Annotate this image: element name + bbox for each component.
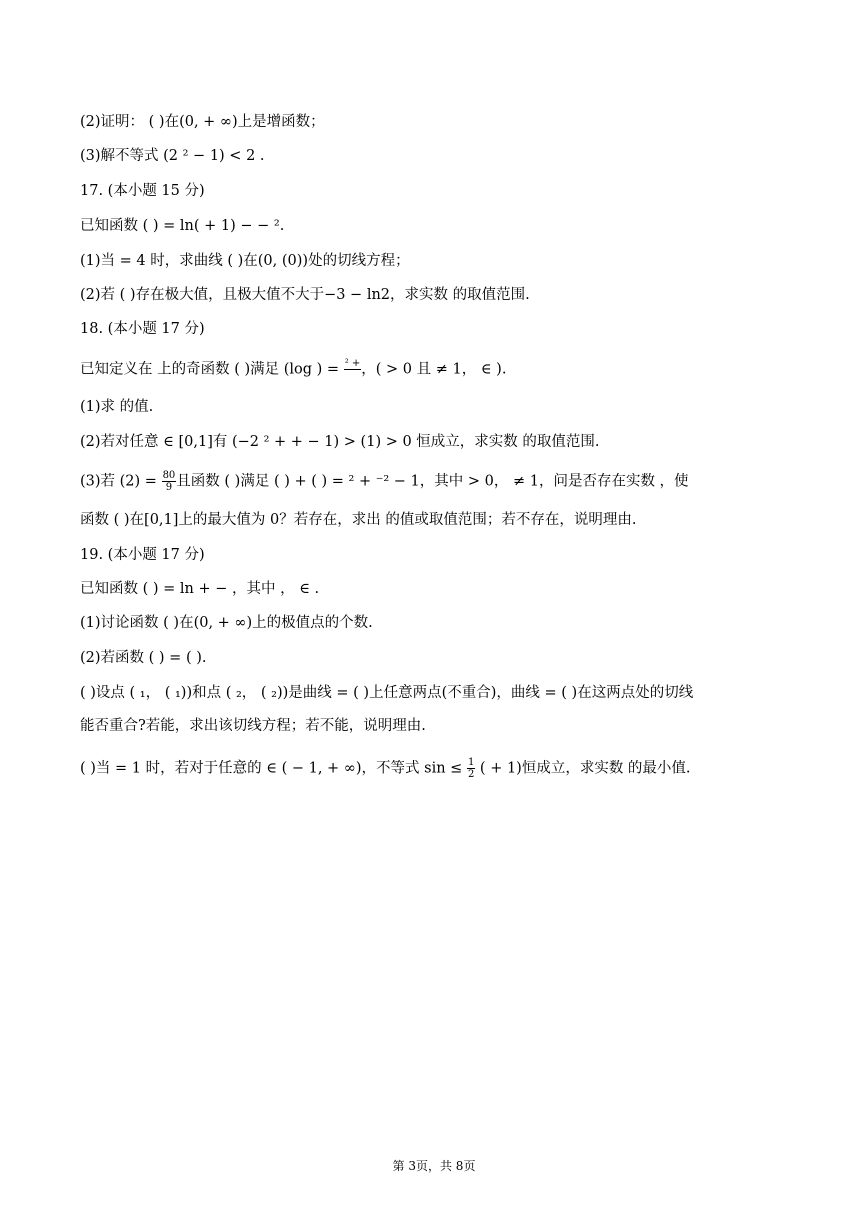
q18-stem-tail: ，( > 0 且 ≠ 1， ∈ ). — [361, 361, 507, 378]
q17-part2: (2)若 ( )存在极大值，且极大值不大于−3 − ln2，求实数 的取值范围. — [80, 287, 530, 303]
q19-part2-i-cont: 能否重合?若能，求出该切线方程；若不能，说明理由. — [80, 718, 426, 734]
q19-part1: (1)讨论函数 ( )在(0, + ∞)上的极值点的个数. — [80, 615, 373, 631]
q17-heading: 17. (本小题 15 分) — [80, 183, 205, 199]
q18-fraction-numerator: ² + — [344, 358, 361, 369]
q18-part3-text: (3)若 (2) = — [80, 473, 162, 490]
q18-stem-text: 已知定义在 上的奇函数 ( )满足 (log ) = — [80, 361, 344, 378]
q18-heading: 18. (本小题 17 分) — [80, 321, 205, 337]
q18-part3-denominator: 9 — [165, 482, 173, 493]
q19-part2-ii-tail: ( + 1)恒成立，求实数 的最小值. — [475, 760, 691, 777]
q19-part2: (2)若函数 ( ) = ( ). — [80, 650, 207, 666]
q18-stem — [80, 358, 506, 381]
q19-heading: 19. (本小题 17 分) — [80, 547, 205, 563]
q19-part2-ii-text: ( )当 = 1 时，若对于任意的 ∈ ( − 1, + ∞)，不等式 sin ≤ — [80, 760, 467, 777]
q16-part2: (2)证明： ( )在(0, + ∞)上是增函数； — [80, 114, 325, 130]
q18-part3-cont: 函数 ( )在[0,1]上的最大值为 0？若存在，求出 的值或取值范围；若不存在，说明理由. — [80, 512, 637, 528]
q18-part3-fraction — [162, 470, 177, 493]
q18-part3-numerator: 80 — [162, 470, 176, 481]
q18-part1: (1)求 的值. — [80, 399, 154, 415]
q19-part2-ii — [80, 757, 691, 780]
q19-part2-i: ( )设点 ( ₁， ( ₁))和点 ( ₂， ( ₂))是曲线 = ( )上任意两点(不重合)，曲线 = ( )在这两点处的切线 — [80, 685, 694, 701]
q18-fraction-denominator — [344, 370, 362, 381]
q19-stem: 已知函数 ( ) = ln + − ，其中 ， ∈ . — [80, 581, 320, 597]
q18-stem-fraction — [344, 358, 362, 381]
q19-fraction-numerator: 1 — [467, 757, 475, 768]
q19-fraction-denominator: 2 — [467, 769, 475, 780]
q17-part1: (1)当 = 4 时，求曲线 ( )在(0, (0))处的切线方程； — [80, 253, 410, 269]
q18-part3 — [80, 470, 689, 493]
q17-stem: 已知函数 ( ) = ln( + 1) − − ². — [80, 218, 285, 234]
page-footer: 第 3页，共 8页 — [392, 1159, 476, 1173]
q18-part3-tail: 且函数 ( )满足 ( ) + ( ) = ² + ⁻² − 1，其中 > 0， ≠ 1，问是否存在实数 ，使 — [176, 473, 689, 490]
q16-part3: (3)解不等式 (2 ² − 1) < 2 . — [80, 148, 265, 164]
q18-part2: (2)若对任意 ∈ [0,1]有 (−2 ² + + − 1) > (1) > 0 恒成立，求实数 的取值范围. — [80, 434, 600, 450]
